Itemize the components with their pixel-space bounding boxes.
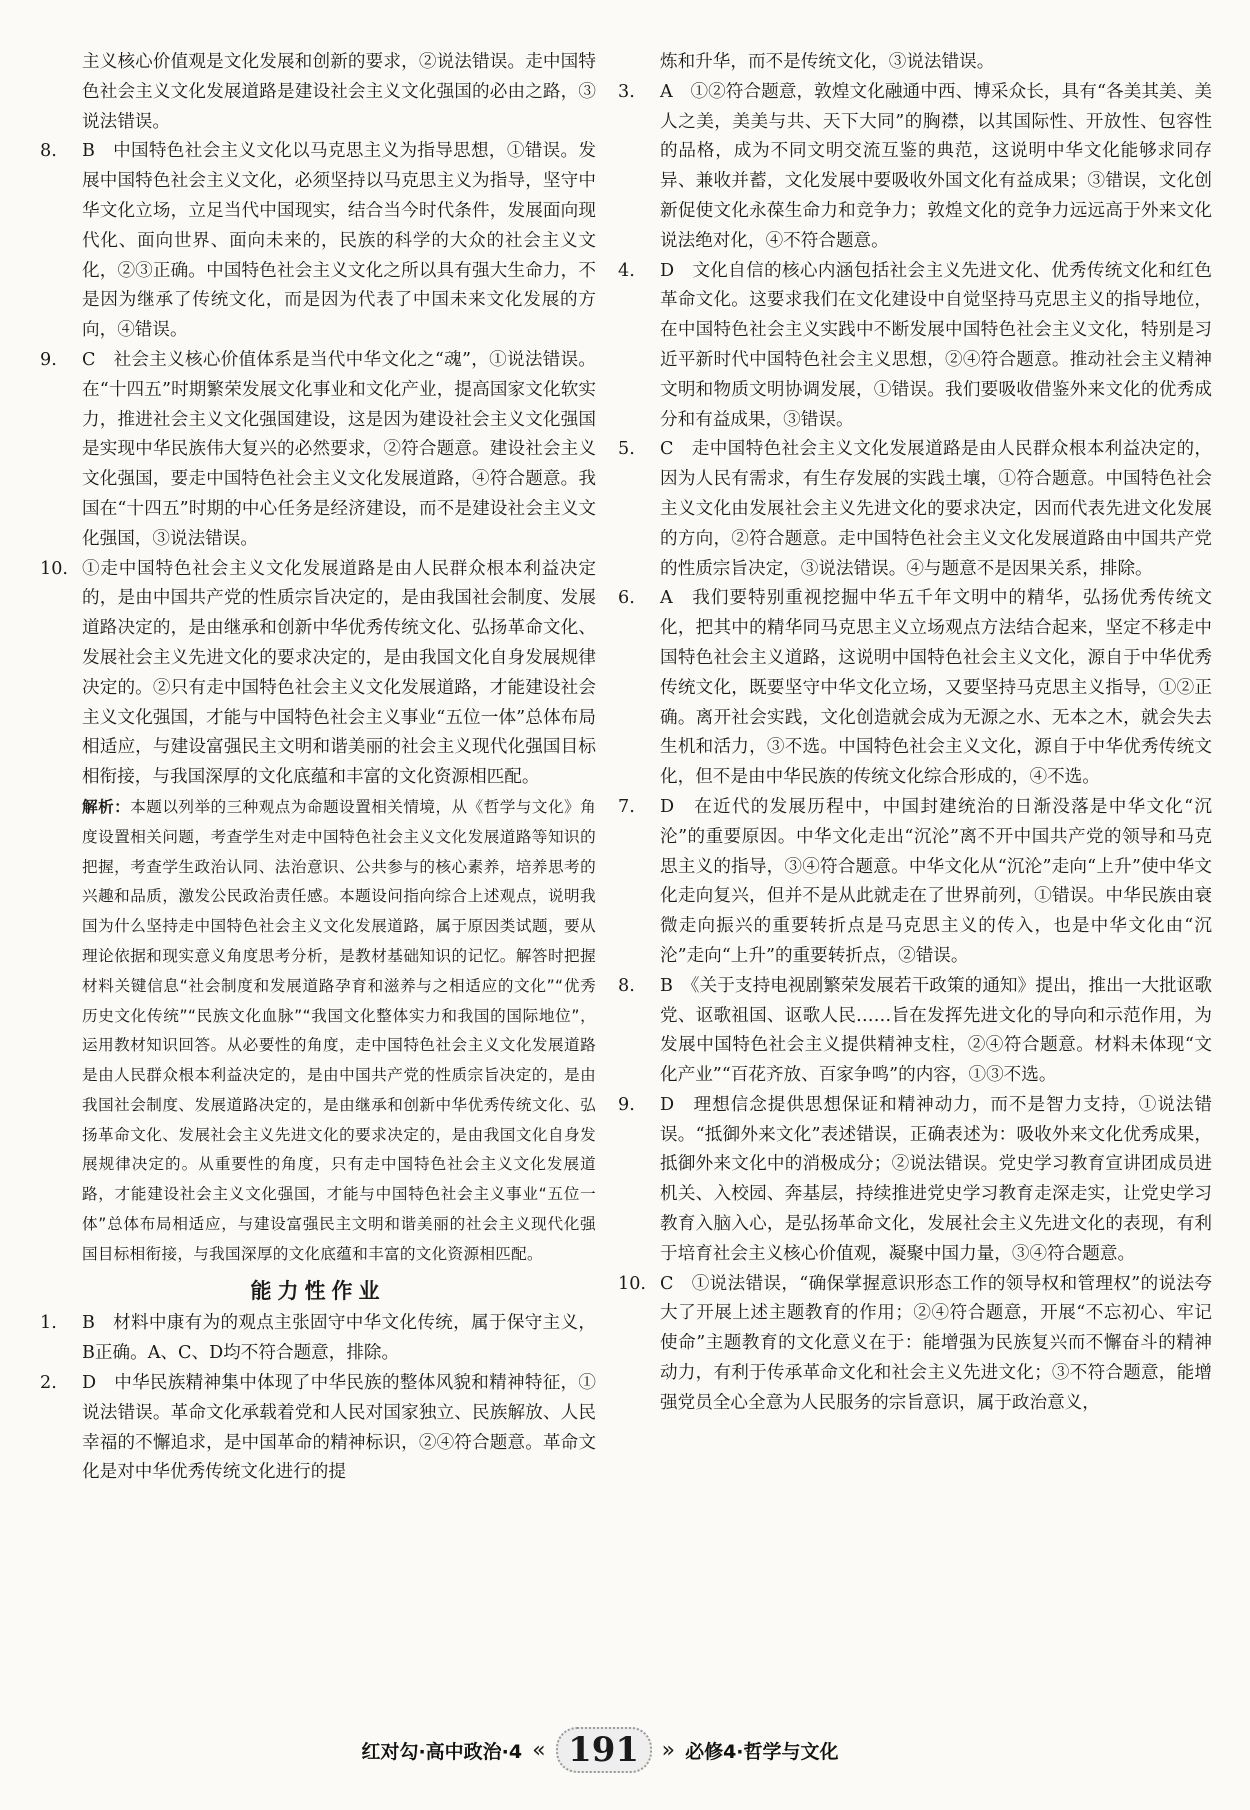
- explanation-paragraph: [40, 793, 596, 1270]
- answer-number: 5.: [618, 439, 635, 460]
- answer-number: 8.: [618, 975, 635, 996]
- answer-text: 炼和升华，而不是传统文化，③说法错误。: [660, 52, 995, 72]
- left-items: [40, 48, 596, 793]
- answer-number: 4.: [618, 260, 635, 281]
- answer-text: C 社会主义核心价值体系是当代中华文化之“魂”，①说法错误。在“十四五”时期繁荣发展文化事业和文化产业，提高国家文化软实力，推进社会主义文化强国建设，这是因为建设社会主义文化强国是实现中华民族伟大复兴的必然要求，②符合题意。建设社会主义文化强国，要走中国特色社会主义文化发展道路，④符合题意。我国在“十四五”时期的中心任务是经济建设，而不是建设社会主义文化强国，③说法错误。: [82, 349, 596, 549]
- answer-item: [618, 78, 1212, 257]
- answer-number: 7.: [618, 796, 635, 817]
- answer-item: [40, 555, 596, 793]
- section-title: 能力性作业: [250, 1277, 386, 1303]
- footer-book-title: 红对勾·高中政治·4: [361, 1740, 523, 1763]
- answer-item: [618, 48, 1212, 78]
- answer-item: [40, 1309, 596, 1369]
- right-items: [618, 48, 1212, 1419]
- answer-item: [618, 793, 1212, 972]
- answer-item: [40, 1369, 596, 1488]
- answer-text: C 走中国特色社会主义文化发展道路是由人民群众根本利益决定的，因为人民有需求，有生存发展的实践土壤，①符合题意。中国特色社会主义文化由发展社会主义先进文化的要求决定，因而代表先进文化发展的方向，②符合题意。走中国特色社会主义文化发展道路由中国共产党的性质宗旨决定，③说法错误。④与题意不是因果关系，排除。: [660, 439, 1212, 579]
- left-items-ability: [40, 1309, 596, 1488]
- answer-text: A ①②符合题意，敦煌文化融通中西、博采众长，具有“各美其美、美人之美，美美与共、天下大同”的胸襟，以其国际性、开放性、包容性的品格，成为不同文明交流互鉴的典范，这说明中华文化能够求同存异、兼收并蓄，文化发展中要吸收外国文化有益成果；③错误，文化创新促使文化永葆生命力和竞争力；敦煌文化的竞争力远远高于外来文化说法绝对化，④不符合题意。: [660, 81, 1212, 251]
- answer-item: [618, 257, 1212, 436]
- answer-number: 9.: [40, 349, 57, 370]
- answer-text: D 在近代的发展历程中，中国封建统治的日渐没落是中华文化“沉沦”的重要原因。中华文化走出“沉沦”离不开中国共产党的领导和马克思主义的指导，③④符合题意。中华文化从“沉沦”走向“上升”使中华文化走向复兴，但并不是从此就走在了世界前列，①错误。中华民族由衰微走向振兴的重要转折点是马克思主义的传入，也是中华文化由“沉沦”走向“上升”的重要转折点，②错误。: [660, 796, 1212, 966]
- footer-left-arrow: «: [532, 1737, 546, 1763]
- answer-number: 3.: [618, 81, 635, 102]
- answer-text: D 文化自信的核心内涵包括社会主义先进文化、优秀传统文化和红色革命文化。这要求我们在文化建设中自觉坚持马克思主义的指导地位，在中国特色社会主义实践中不断发展中国特色社会主义文化，特别是习近平新时代中国特色社会主义思想，②④符合题意。推动社会主义精神文明和物质文明协调发展，①错误。我们要吸收借鉴外来文化的优秀成分和有益成果，③错误。: [660, 260, 1212, 430]
- answer-number: 9.: [618, 1094, 635, 1115]
- footer-subject: 必修4·哲学与文化: [685, 1740, 839, 1763]
- right-column: [618, 48, 1212, 1419]
- explanation-text: 本题以列举的三种观点为命题设置相关情境，从《哲学与文化》角度设置相关问题，考查学生对走中国特色社会主义文化发展道路等知识的把握，考查学生政治认同、法治意识、公共参与的核心素养，培养思考的兴趣和品质，激发公民政治责任感。本题设问指向综合上述观点，说明我国为什么坚持走中国特色社会主义文化发展道路，属于原因类试题，要从理论依据和现实意义角度思考分析，是教材基础知识的记忆。解答时把握材料关键信息“社会制度和发展道路孕育和滋养与之相适应的文化”“优秀历史文化传统”“民族文化血脉”“我国文化整体实力和我国的国际地位”，运用教材知识回答。从必要性的角度，走中国特色社会主义文化发展道路是由人民群众根本利益决定的，是由中国共产党的性质宗旨决定的，是由我国社会制度、发展道路决定的，是由继承和创新中华优秀传统文化、弘扬革命文化、发展社会主义先进文化的要求决定的，是由我国文化自身发展规律决定的。从重要性的角度，只有走中国特色社会主义文化发展道路，才能建设社会主义文化强国，才能与中国特色社会主义事业“五位一体”总体布局相适应，与建设富强民主文明和谐美丽的社会主义现代化强国目标相衔接，与我国深厚的文化底蕴和丰富的文化资源相匹配。: [82, 797, 596, 1263]
- answer-item: [618, 1091, 1212, 1270]
- answer-text: D 理想信念提供思想保证和精神动力，而不是智力支持，①说法错误。“抵御外来文化”表述错误，正确表述为：吸收外来文化优秀成果，抵御外来文化中的消极成分；②说法错误。党史学习教育宣讲团成员进机关、入校园、奔基层，持续推进党史学习教育走深走实，让党史学习教育入脑入心，是弘扬革命文化，发展社会主义先进文化的表现，有利于培育社会主义核心价值观，凝聚中国力量，③④符合题意。: [660, 1094, 1212, 1264]
- answer-item: [618, 584, 1212, 793]
- answer-item: [40, 346, 596, 555]
- answer-number: 2.: [40, 1373, 57, 1394]
- explanation-label: 解析：: [82, 797, 131, 816]
- footer-right-arrow: »: [661, 1737, 676, 1763]
- answer-item: [618, 435, 1212, 584]
- answer-item: [40, 48, 596, 137]
- answer-text: ①走中国特色社会主义文化发展道路是由人民群众根本利益决定的，是由中国共产党的性质宗旨决定的，是由我国社会制度、发展道路决定的，是由继承和创新中华优秀传统文化、弘扬革命文化、发展社会主义先进文化的要求决定的，是由我国文化自身发展规律决定的。②只有走中国特色社会主义文化发展道路，才能建设社会主义文化强国，才能与中国特色社会主义事业“五位一体”总体布局相适应，与建设富强民主文明和谐美丽的社会主义现代化强国目标相衔接，与我国深厚的文化底蕴和丰富的文化资源相匹配。: [82, 558, 596, 788]
- answer-text: 主义核心价值观是文化发展和创新的要求，②说法错误。走中国特色社会主义文化发展道路是建设社会主义文化强国的必由之路，③说法错误。: [82, 52, 596, 132]
- answer-number: 8.: [40, 141, 57, 162]
- answer-text: B 材料中康有为的观点主张固守中华文化传统，属于保守主义，B正确。A、C、D均不符合题意，排除。: [82, 1313, 596, 1364]
- answer-number: 10.: [40, 558, 68, 579]
- answer-text: C ①说法错误，“确保掌握意识形态工作的领导权和管理权”的说法夸大了开展上述主题教育的作用；②④符合题意，开展“不忘初心、牢记使命”主题教育的文化意义在于：能增强为民族复兴而不懈奋斗的精神动力，有利于传承革命文化和社会主义先进文化；③不符合题意，能增强党员全心全意为人民服务的宗旨意识，属于政治意义，: [660, 1273, 1212, 1413]
- answer-number: 10.: [618, 1273, 646, 1294]
- left-column: [40, 48, 596, 1488]
- answer-text: B 中国特色社会主义文化以马克思主义为指导思想，①错误。发展中国特色社会主义文化，必须坚持以马克思主义为指导，坚守中华文化立场，立足当代中国现实，结合当今时代条件，发展面向现代化、面向世界、面向未来的，民族的科学的大众的社会主义文化，②③正确。中国特色社会主义文化之所以具有强大生命力，不是因为继承了传统文化，而是因为代表了中国未来文化发展的方向，④错误。: [82, 141, 596, 341]
- answer-text: A 我们要特别重视挖掘中华五千年文明中的精华，弘扬优秀传统文化，把其中的精华同马克思主义立场观点方法结合起来，坚定不移走中国特色社会主义道路，这说明中国特色社会主义文化，源自于中华优秀传统文化，既要坚守中华文化立场，又要坚持马克思主义指导，①②正确。离开社会实践，文化创造就会成为无源之水、无本之木，就会失去生机和活力，③不选。中国特色社会主义文化，源自于中华优秀传统文化，但不是由中华民族的传统文化综合形成的，④不选。: [660, 588, 1212, 788]
- answer-text: D 中华民族精神集中体现了中华民族的整体风貌和精神特征，①说法错误。革命文化承载着党和人民对国家独立、民族解放、人民幸福的不懈追求，是中国革命的精神标识，②④符合题意。革命文化是对中华优秀传统文化进行的提: [82, 1373, 596, 1483]
- answer-item: [618, 1270, 1212, 1419]
- answer-text: B 《关于支持电视剧繁荣发展若干政策的通知》提出，推出一大批讴歌党、讴歌祖国、讴歌人民……旨在发挥先进文化的导向和示范作用，为发展中国特色社会主义提供精神支柱，②④符合题意。材料未体现“文化产业”“百花齐放、百家争鸣”的内容，①③不选。: [660, 975, 1212, 1086]
- page-number: 191: [556, 1727, 652, 1773]
- answer-item: [40, 137, 596, 346]
- answer-number: 6.: [618, 588, 635, 609]
- answer-item: [618, 972, 1212, 1091]
- answer-number: 1.: [40, 1313, 57, 1334]
- page-footer: [290, 1728, 910, 1772]
